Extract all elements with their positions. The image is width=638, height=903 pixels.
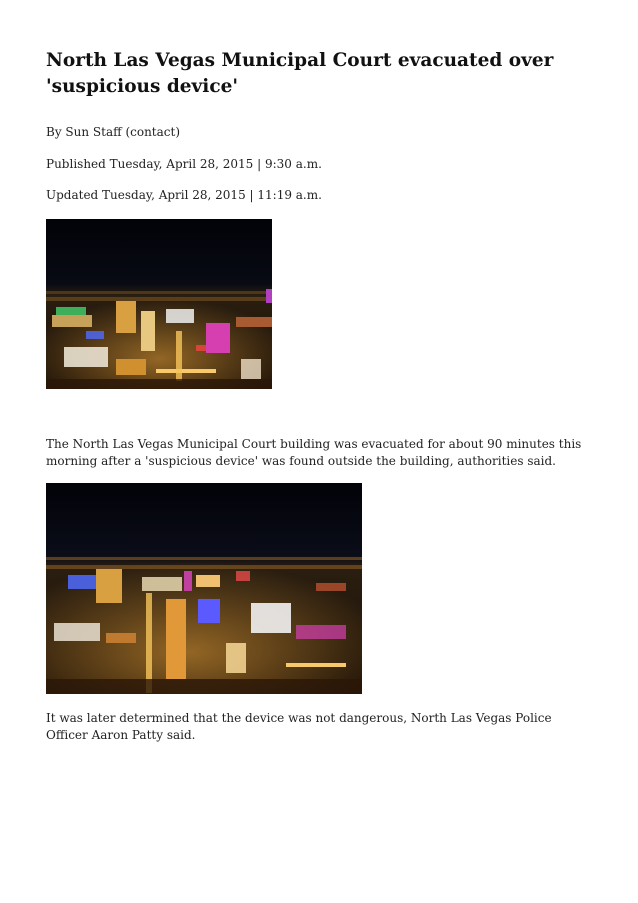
city-skyline-image — [46, 219, 272, 389]
article-paragraph: The North Las Vegas Municipal Court building was evacuated for about 90 minutes this morning after a 'suspicious device' was found outside the building, authorities said. — [46, 437, 582, 468]
las-vegas-night-photo-large — [46, 483, 362, 694]
article-byline: By Sun Staff (contact) — [46, 125, 180, 139]
updated-date: Updated Tuesday, April 28, 2015 | 11:19 a.m. — [46, 188, 322, 202]
article-headline: North Las Vegas Municipal Court evacuated over 'suspicious device' — [46, 50, 554, 97]
published-date: Published Tuesday, April 28, 2015 | 9:30 a.m. — [46, 157, 322, 171]
article-paragraph: It was later determined that the device was not dangerous, North Las Vegas Police Officer Aaron Patty said. — [46, 711, 552, 742]
las-vegas-night-photo-small — [46, 219, 272, 389]
city-skyline-image — [46, 483, 362, 694]
